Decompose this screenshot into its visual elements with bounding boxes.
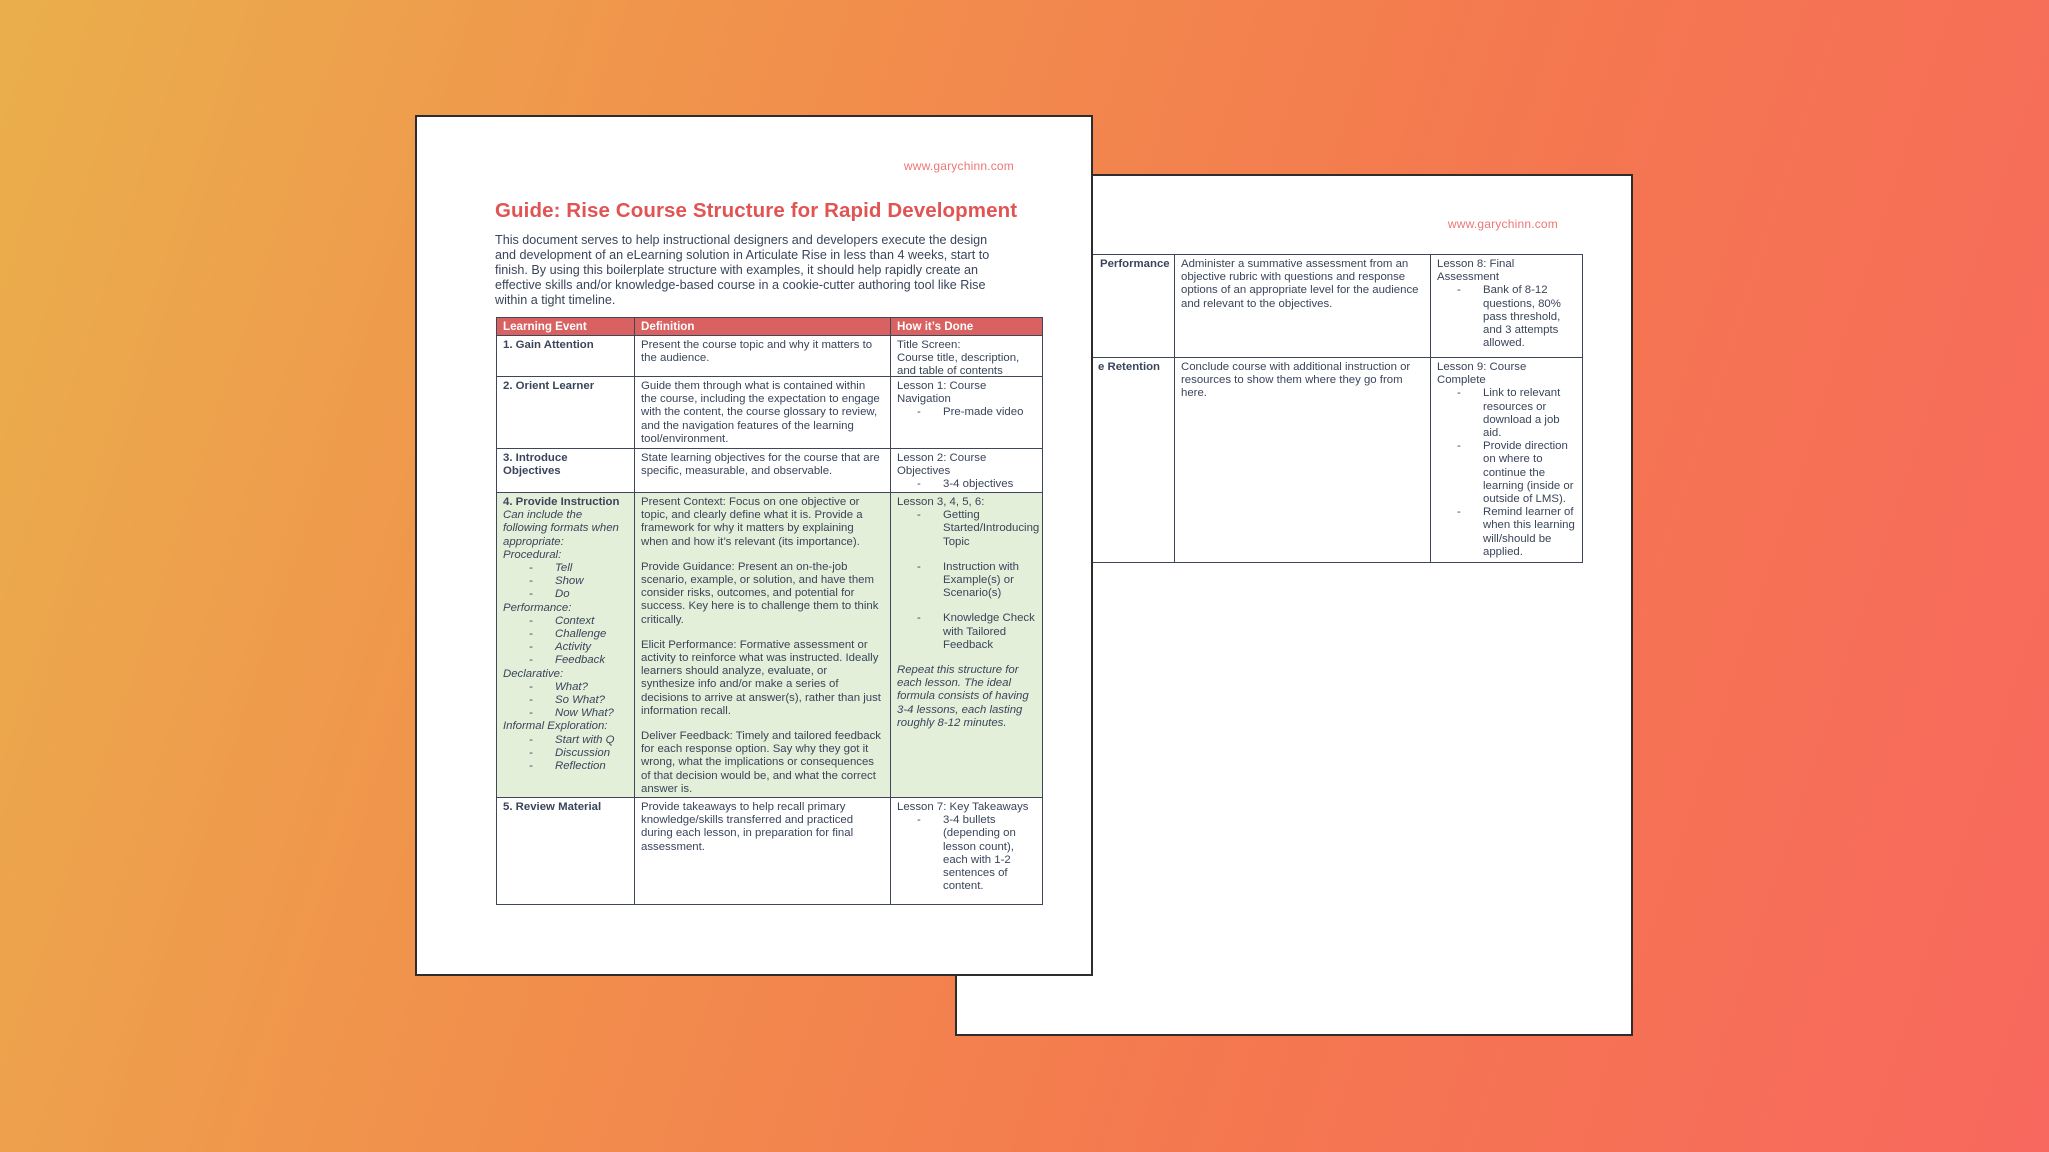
bullet-item: [503, 562, 628, 575]
bullet-text: Feedback: [555, 654, 606, 667]
table-cell: [635, 377, 891, 449]
table-cell: [1431, 358, 1583, 563]
bullet-dash: -: [529, 733, 533, 746]
bullet-dash: -: [917, 478, 921, 491]
bullet-dash: -: [1457, 284, 1461, 297]
bullet-item: [503, 681, 628, 694]
cell-text: State learning objectives for the course that are specific, measurable, and observable.: [641, 452, 880, 478]
table-cell: [891, 798, 1043, 905]
bullet-dash: -: [529, 628, 533, 641]
table-cell: [635, 493, 891, 798]
cell-text: Present Context: Focus on one objective or topic, and clearly define what it is. Provide a framework for why it matters by explaining when and how it’s relevant (its importance).: [641, 496, 863, 548]
website-link[interactable]: www.garychinn.com: [1447, 217, 1558, 231]
bullet-text: Show: [555, 575, 584, 588]
bullet-item: [503, 575, 628, 588]
bullet-dash: -: [917, 406, 921, 419]
bullet-item: [897, 509, 1040, 549]
bullet-item: [503, 760, 628, 773]
table-cell: [891, 493, 1043, 798]
cell-text: Lesson 8: Final Assessment: [1437, 258, 1515, 284]
table-row: [1037, 358, 1583, 563]
table-cell: [497, 798, 635, 905]
cell-heading: 4. Provide Instruction: [503, 496, 620, 508]
cell-text: Repeat this structure for each lesson. The ideal formula consists of having 3-4 lessons, each lasting roughly 8-12 minutes.: [897, 664, 1029, 729]
table-cell: [635, 336, 891, 377]
cell-text: Procedural:: [503, 548, 562, 561]
cell-text: Informal Exploration:: [503, 720, 608, 733]
bullet-dash: -: [529, 746, 533, 759]
bullet-text: Getting Started/Introducing Topic: [943, 509, 1040, 548]
bullet-item: [1437, 387, 1576, 440]
cell-text: Provide Guidance: Present an on-the-job scenario, example, or solution, and have them consider risks, outcomes, and potential for success. Key here is to challenge them to think critically.: [641, 560, 879, 626]
bullet-text: Do: [555, 588, 570, 601]
bullet-dash: -: [1457, 387, 1461, 400]
bullet-dash: -: [529, 641, 533, 654]
bullet-dash: -: [917, 509, 921, 522]
bullet-text: Context: [555, 614, 595, 627]
cell-text: Performance:: [503, 601, 572, 614]
bullet-item: [1437, 506, 1576, 559]
cell-text: Lesson 7: Key Takeaways: [897, 801, 1029, 813]
cell-text: Administer a summative assessment from an objective rubric with questions and response options of an appropriate level for the audience and relevant to the objectives.: [1181, 258, 1419, 310]
bullet-text: So What?: [555, 694, 606, 707]
bullet-dash: -: [529, 575, 533, 588]
learning-events-table: [496, 317, 1043, 905]
table-row: [497, 377, 1043, 449]
bullet-item: [897, 612, 1036, 652]
cell-text: Declarative:: [503, 667, 564, 680]
spacer: [897, 600, 1036, 612]
cell-text: Provide takeaways to help recall primary knowledge/skills transferred and practiced during each lesson, in preparation for final assessment.: [641, 801, 854, 853]
cell-text: Lesson 1: Course Navigation: [897, 380, 987, 406]
table-cell: [497, 377, 635, 449]
bullet-item: [897, 406, 1036, 419]
cell-text: Deliver Feedback: Timely and tailored feedback for each response option. Say why they got it wrong, what the implications or consequences of that decision would be, and what the correct answer is.: [641, 730, 881, 795]
bullet-item: [897, 814, 1036, 893]
bullet-text: Challenge: [555, 628, 607, 641]
table-row: [497, 336, 1043, 377]
cell-text: Lesson 9: Course Complete: [1437, 361, 1527, 387]
cell-text: Conclude course with additional instruction or resources to show them where they go from here.: [1181, 361, 1411, 400]
bullet-item: [897, 561, 1036, 601]
bullet-text: Pre-made video: [943, 406, 1024, 419]
cell-text: Can include the following formats when appropriate:: [503, 509, 619, 548]
bullet-item: [503, 707, 628, 720]
bullet-dash: -: [917, 612, 921, 625]
bullet-text: What?: [555, 680, 588, 693]
column-header: How it’s Done: [891, 318, 1043, 336]
table-cell: [497, 449, 635, 493]
cell-text: Title Screen:: [897, 339, 961, 351]
bullet-dash: -: [529, 614, 533, 627]
spacer: [641, 718, 884, 730]
spacer: [897, 652, 1036, 664]
bullet-text: Remind learner of when this learning will/should be applied.: [1483, 506, 1575, 558]
bullet-item: [1437, 284, 1576, 350]
cell-text: Course title, description, and table of contents: [897, 352, 1020, 377]
spacer: [641, 549, 884, 561]
bullet-text: Reflection: [555, 760, 606, 773]
bullet-item: [503, 747, 628, 760]
cell-heading: 2. Orient Learner: [503, 380, 595, 392]
table-cell: [891, 336, 1043, 377]
bullet-text: Provide direction on where to continue the learning (inside or outside of LMS).: [1483, 440, 1574, 506]
table-cell: [1175, 255, 1431, 358]
bullet-text: Knowledge Check with Tailored Feedback: [943, 612, 1035, 651]
table-cell: [1175, 358, 1431, 563]
bullet-dash: -: [917, 560, 921, 573]
bullet-text: Start with Q: [555, 733, 615, 746]
column-header: Learning Event: [497, 318, 635, 336]
bullet-dash: -: [1457, 440, 1461, 453]
bullet-dash: -: [529, 654, 533, 667]
table-row: [1037, 255, 1583, 358]
cell-text: Guide them through what is contained within the course, including the expectation to engage with the content, the course glossary to review, and the navigation features of the learning tool/environment.: [641, 380, 880, 445]
bullet-item: [503, 628, 628, 641]
cell-heading: Performance: [1100, 258, 1170, 270]
cell-heading: 3. Introduce Objectives: [503, 452, 568, 478]
spacer: [897, 549, 1036, 561]
cell-text: Elicit Performance: Formative assessment or activity to reinforce what was instructed. Ideally learners should analyze, evaluate, or synthesize info and/or make a series of decisions to arrive at answer(s), rather than just information recall.: [641, 638, 881, 717]
bullet-item: [503, 588, 628, 601]
table-cell: [635, 798, 891, 905]
bullet-text: Now What?: [555, 707, 614, 720]
table-cell: [497, 336, 635, 377]
bullet-text: Link to relevant resources or download a job aid.: [1483, 387, 1561, 440]
table-header-row: [497, 318, 1043, 336]
column-header: Definition: [635, 318, 891, 336]
front-page: [415, 115, 1093, 976]
table-row: [497, 449, 1043, 493]
table-cell: [1431, 255, 1583, 358]
bullet-item: [503, 734, 628, 747]
document-title: Guide: Rise Course Structure for Rapid Development: [495, 199, 1018, 222]
bullet-dash: -: [529, 680, 533, 693]
back-page-table: [1036, 254, 1583, 563]
bullet-dash: -: [1457, 506, 1461, 519]
bullet-item: [503, 641, 628, 654]
table-cell: [635, 449, 891, 493]
table-cell: [891, 377, 1043, 449]
bullet-dash: -: [529, 694, 533, 707]
bullet-text: Activity: [555, 641, 592, 654]
bullet-dash: -: [529, 562, 533, 575]
cell-text: Lesson 2: Course Objectives: [897, 452, 987, 478]
bullet-item: [503, 694, 628, 707]
table-row: [497, 493, 1043, 798]
bullet-item: [503, 654, 628, 667]
bullet-item: [1437, 440, 1576, 506]
bullet-dash: -: [917, 814, 921, 827]
table-cell: [497, 493, 635, 798]
bullet-text: 3-4 bullets (depending on lesson count), each with 1-2 sentences of content.: [943, 814, 1016, 893]
cell-heading: 5. Review Material: [503, 801, 602, 813]
intro-paragraph: This document serves to help instructional designers and developers execute the design and development of an eLearning solution in Articulate Rise in less than 4 weeks, start to finish. By using this boilerplate structure with examples, it should help rapidly create an effective skills and/or knowledge-based course in a cookie-cutter authoring tool like Rise within a tight timeline.: [495, 233, 990, 307]
bullet-item: [503, 615, 628, 628]
bullet-dash: -: [529, 707, 533, 720]
cell-heading: 1. Gain Attention: [503, 339, 594, 351]
bullet-dash: -: [529, 588, 533, 601]
website-link[interactable]: www.garychinn.com: [903, 159, 1014, 173]
cell-text: Present the course topic and why it matters to the audience.: [641, 339, 873, 365]
table-row: [497, 798, 1043, 905]
cell-text: Lesson 3, 4, 5, 6:: [897, 496, 985, 508]
bullet-text: 3-4 objectives: [943, 478, 1014, 491]
bullet-dash: -: [529, 760, 533, 773]
bullet-text: Discussion: [555, 746, 611, 759]
spacer: [641, 627, 884, 639]
bullet-item: [897, 478, 1036, 491]
cell-heading: e Retention: [1098, 361, 1161, 373]
table-cell: [891, 449, 1043, 493]
bullet-text: Tell: [555, 562, 573, 575]
bullet-text: Bank of 8-12 questions, 80% pass threshold, and 3 attempts allowed.: [1483, 284, 1561, 350]
bullet-text: Instruction with Example(s) or Scenario(s): [943, 560, 1019, 600]
